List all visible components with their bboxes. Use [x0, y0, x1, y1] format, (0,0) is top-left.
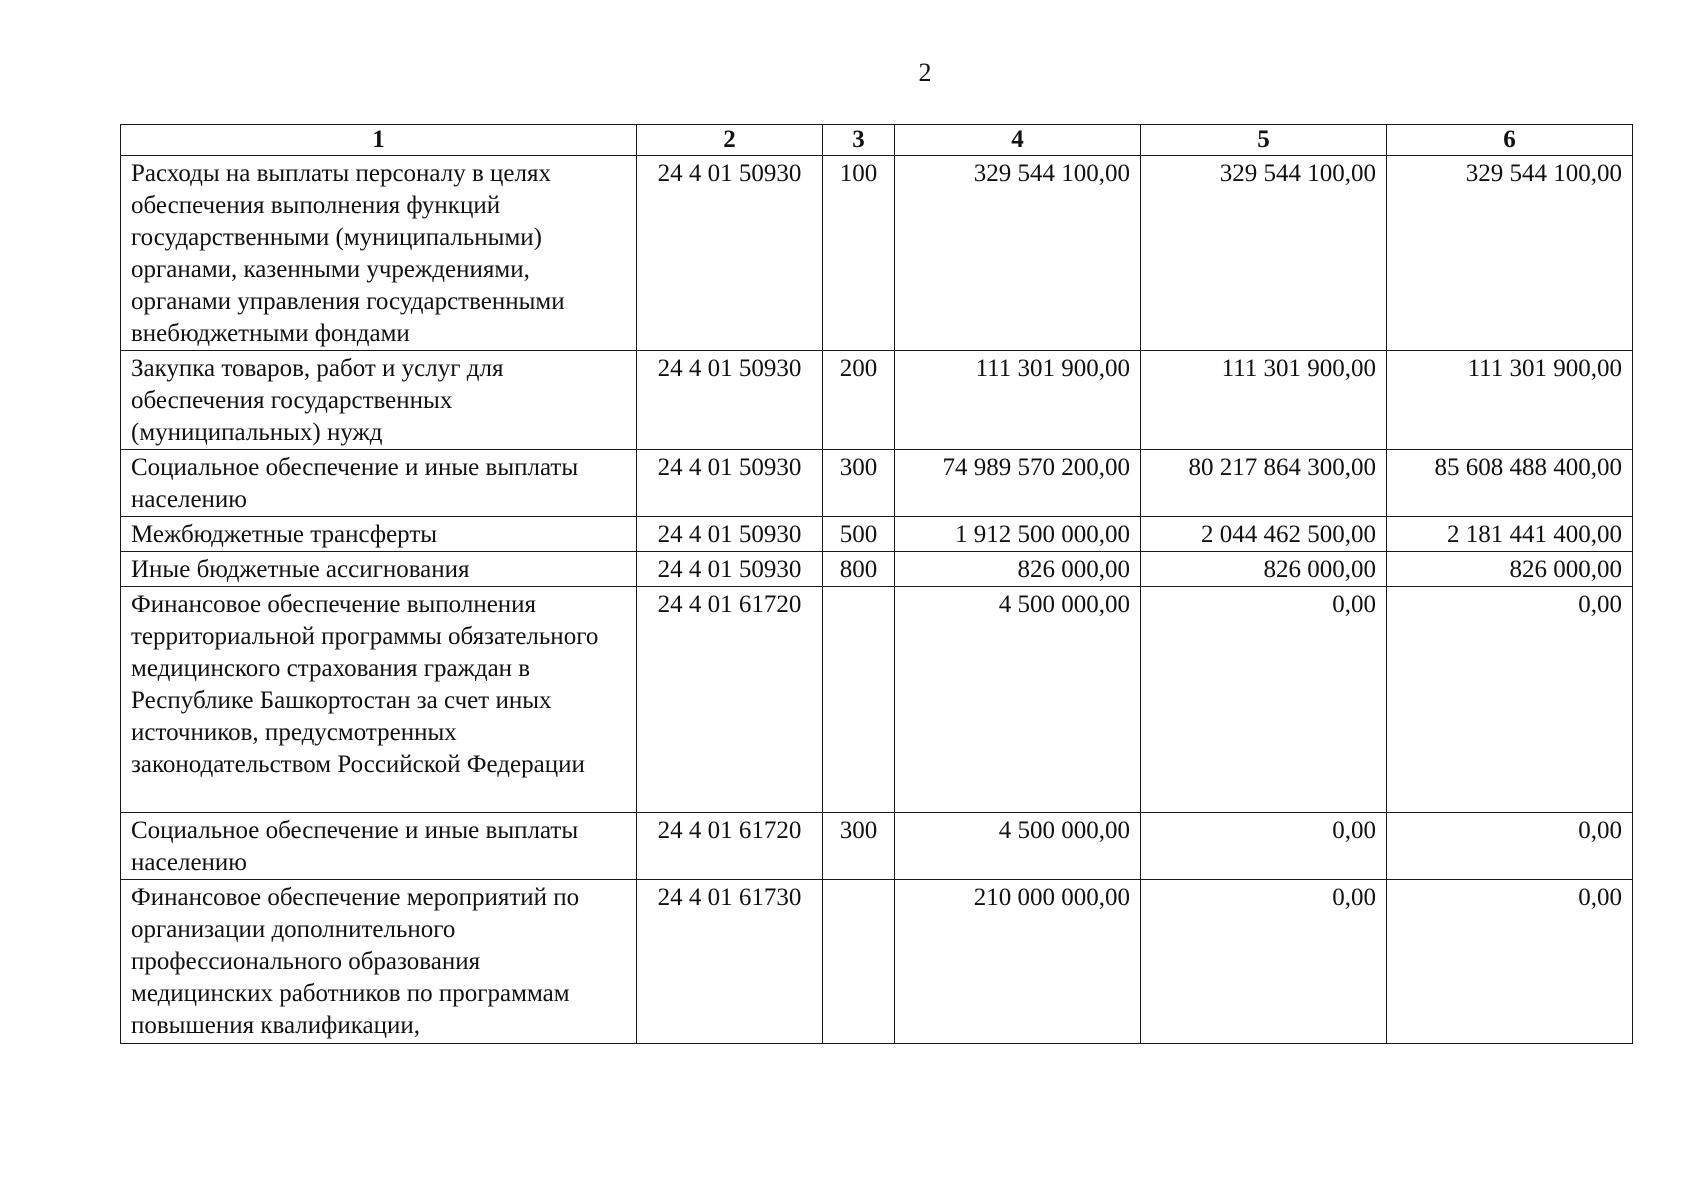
expense-type: 300	[823, 450, 895, 517]
expense-name: Финансовое обеспечение мероприятий по организации дополнительного профессионального образования медицинских работников по программам повышения квалификации,	[121, 880, 637, 1044]
amount-col-5: 0,00	[1141, 880, 1387, 1044]
page-number: 2	[918, 58, 932, 87]
table-header-row	[121, 125, 1633, 156]
expense-name: Межбюджетные трансферты	[121, 517, 637, 552]
expense-type: 200	[823, 351, 895, 450]
target-code: 24 4 01 50930	[637, 450, 823, 517]
table-row	[121, 587, 1633, 813]
table-row	[121, 450, 1633, 517]
amount-col-5: 2 044 462 500,00	[1141, 517, 1387, 552]
expense-name: Иные бюджетные ассигнования	[121, 552, 637, 587]
amount-col-6: 2 181 441 400,00	[1387, 517, 1633, 552]
target-code: 24 4 01 61720	[637, 813, 823, 880]
amount-col-6: 111 301 900,00	[1387, 351, 1633, 450]
amount-col-4: 74 989 570 200,00	[895, 450, 1141, 517]
target-code: 24 4 01 61720	[637, 587, 823, 813]
table-row	[121, 156, 1633, 351]
target-code: 24 4 01 50930	[637, 552, 823, 587]
expense-type: 500	[823, 517, 895, 552]
column-header: 4	[895, 125, 1141, 156]
expense-type: 300	[823, 813, 895, 880]
target-code: 24 4 01 50930	[637, 156, 823, 351]
expense-name: Финансовое обеспечение выполнения территориальной программы обязательного медицинского страхования граждан в Республике Башкортостан за счет иных источников, предусмотренных законодательством Российской Федерации	[121, 587, 637, 813]
amount-col-6: 329 544 100,00	[1387, 156, 1633, 351]
target-code: 24 4 01 61730	[637, 880, 823, 1044]
amount-col-6: 85 608 488 400,00	[1387, 450, 1633, 517]
expense-type: 100	[823, 156, 895, 351]
column-header: 6	[1387, 125, 1633, 156]
table-row	[121, 552, 1633, 587]
expense-type	[823, 587, 895, 813]
amount-col-4: 111 301 900,00	[895, 351, 1141, 450]
amount-col-5: 329 544 100,00	[1141, 156, 1387, 351]
column-header: 3	[823, 125, 895, 156]
amount-col-6: 0,00	[1387, 813, 1633, 880]
amount-col-6: 0,00	[1387, 880, 1633, 1044]
table-row	[121, 813, 1633, 880]
target-code: 24 4 01 50930	[637, 351, 823, 450]
amount-col-4: 329 544 100,00	[895, 156, 1141, 351]
target-code: 24 4 01 50930	[637, 517, 823, 552]
column-header: 2	[637, 125, 823, 156]
column-header: 5	[1141, 125, 1387, 156]
amount-col-5: 80 217 864 300,00	[1141, 450, 1387, 517]
expense-name: Закупка товаров, работ и услуг для обеспечения государственных (муниципальных) нужд	[121, 351, 637, 450]
expense-type	[823, 880, 895, 1044]
table-row	[121, 351, 1633, 450]
expense-name: Социальное обеспечение и иные выплаты населению	[121, 450, 637, 517]
expense-type: 800	[823, 552, 895, 587]
column-header: 1	[121, 125, 637, 156]
amount-col-4: 1 912 500 000,00	[895, 517, 1141, 552]
expense-name: Социальное обеспечение и иные выплаты населению	[121, 813, 637, 880]
expense-name: Расходы на выплаты персоналу в целях обеспечения выполнения функций государственными (муниципальными) органами, казенными учреждениями, органами управления государственными внебюджетными фондами	[121, 156, 637, 351]
budget-table	[120, 124, 1633, 1044]
amount-col-5: 0,00	[1141, 587, 1387, 813]
amount-col-6: 0,00	[1387, 587, 1633, 813]
amount-col-5: 111 301 900,00	[1141, 351, 1387, 450]
amount-col-4: 4 500 000,00	[895, 587, 1141, 813]
table-row	[121, 880, 1633, 1044]
table-row	[121, 517, 1633, 552]
amount-col-5: 826 000,00	[1141, 552, 1387, 587]
amount-col-6: 826 000,00	[1387, 552, 1633, 587]
amount-col-4: 826 000,00	[895, 552, 1141, 587]
amount-col-4: 210 000 000,00	[895, 880, 1141, 1044]
amount-col-4: 4 500 000,00	[895, 813, 1141, 880]
amount-col-5: 0,00	[1141, 813, 1387, 880]
